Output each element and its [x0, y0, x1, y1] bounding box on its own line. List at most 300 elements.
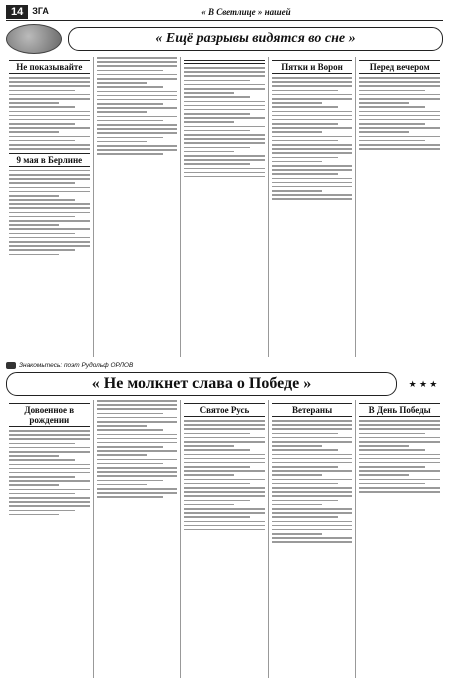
text-line	[184, 512, 265, 514]
text-line	[359, 433, 425, 435]
text-line	[9, 249, 75, 251]
text-block	[272, 420, 353, 543]
text-line	[184, 163, 250, 165]
text-line	[9, 191, 90, 193]
text-block	[97, 57, 178, 155]
text-line	[272, 500, 338, 502]
text-line	[9, 170, 90, 172]
b-column-4	[269, 400, 357, 678]
text-line	[359, 98, 440, 100]
text-line	[272, 449, 338, 451]
text-line	[184, 151, 234, 153]
text-line	[359, 487, 440, 489]
bottom-banner	[6, 371, 443, 397]
text-line	[97, 137, 163, 139]
text-line	[9, 233, 75, 235]
column-heading: Не показывайте	[9, 60, 90, 74]
text-line	[184, 470, 265, 472]
text-line	[97, 82, 147, 84]
text-line	[272, 136, 353, 138]
text-line	[9, 254, 59, 256]
text-line	[184, 462, 265, 464]
text-line	[359, 102, 409, 104]
star-ornament-icon: ★ ★ ★	[408, 379, 438, 389]
text-line	[184, 121, 234, 123]
text-line	[9, 182, 75, 184]
b-column-3	[181, 400, 269, 678]
text-line	[97, 103, 163, 105]
text-line	[184, 92, 234, 94]
text-line	[9, 144, 90, 146]
column-heading: 9 мая в Берлине	[9, 153, 90, 167]
text-line	[184, 487, 265, 489]
text-line	[9, 430, 90, 432]
text-line	[9, 136, 90, 138]
text-line	[97, 463, 163, 465]
text-block	[9, 77, 90, 150]
text-line	[184, 474, 234, 476]
author-caption: Знакомьтесь: поэт Рудольф ОРЛОВ	[19, 361, 134, 369]
text-line	[184, 159, 265, 161]
column-3	[181, 57, 269, 357]
text-line	[184, 516, 250, 518]
text-line	[9, 459, 75, 461]
text-line	[97, 421, 178, 423]
text-line	[272, 111, 353, 113]
text-line	[9, 501, 90, 503]
text-line	[9, 489, 90, 491]
column-4	[269, 57, 357, 357]
text-block	[359, 77, 440, 150]
text-line	[9, 476, 75, 478]
text-line	[97, 446, 163, 448]
text-line	[97, 99, 178, 101]
text-line	[272, 445, 322, 447]
text-line	[97, 128, 178, 130]
text-line	[272, 508, 353, 510]
text-line	[9, 140, 75, 142]
text-line	[9, 505, 90, 507]
text-line	[359, 144, 440, 146]
text-line	[272, 169, 353, 171]
text-line	[272, 94, 353, 96]
b-column-5	[356, 400, 443, 678]
text-line	[9, 241, 90, 243]
text-line	[359, 458, 440, 460]
text-line	[97, 492, 178, 494]
text-line	[97, 74, 178, 76]
text-line	[9, 81, 90, 83]
text-line	[9, 443, 75, 445]
top-columns	[6, 57, 443, 357]
top-headline: « Ещё разрывы видятся во сне »	[68, 27, 443, 51]
page-header	[6, 4, 443, 21]
text-line	[97, 404, 178, 406]
text-line	[359, 77, 440, 79]
text-line	[9, 212, 90, 214]
text-line	[184, 508, 265, 510]
text-line	[272, 483, 338, 485]
text-line	[272, 495, 353, 497]
text-line	[97, 434, 178, 436]
text-block	[359, 420, 440, 493]
text-block	[184, 420, 265, 530]
text-line	[272, 437, 353, 439]
text-line	[184, 147, 250, 149]
text-line	[272, 424, 353, 426]
text-line	[272, 491, 353, 493]
text-line	[184, 168, 265, 170]
text-line	[272, 144, 353, 146]
text-line	[272, 182, 353, 184]
text-line	[9, 98, 90, 100]
text-line	[359, 136, 440, 138]
text-line	[9, 468, 90, 470]
text-line	[9, 94, 90, 96]
text-line	[359, 111, 440, 113]
text-line	[272, 458, 353, 460]
issue-info	[32, 7, 49, 17]
text-block	[184, 67, 265, 177]
text-line	[272, 161, 322, 163]
text-line	[9, 514, 59, 516]
text-line	[184, 80, 250, 82]
text-line	[272, 157, 338, 159]
text-line	[97, 400, 178, 402]
text-line	[9, 451, 90, 453]
text-line	[97, 149, 178, 151]
text-line	[9, 455, 59, 457]
text-line	[9, 216, 75, 218]
text-line	[184, 445, 234, 447]
text-line	[9, 102, 59, 104]
text-line	[184, 525, 265, 527]
text-line	[359, 85, 440, 87]
bottom-headline: « Не молкнет слава о Победе »	[6, 372, 397, 396]
text-line	[272, 198, 353, 200]
text-line	[359, 466, 425, 468]
text-line	[359, 148, 440, 150]
text-line	[9, 195, 59, 197]
column-heading	[184, 60, 265, 64]
text-line	[359, 106, 425, 108]
text-line	[9, 447, 90, 449]
text-line	[9, 111, 90, 113]
text-block	[9, 170, 90, 255]
text-line	[184, 109, 265, 111]
top-banner	[6, 24, 443, 54]
b-column-1	[6, 400, 94, 678]
column-5	[356, 57, 443, 357]
text-line	[97, 57, 178, 59]
text-line	[272, 119, 353, 121]
text-line	[97, 141, 147, 143]
text-line	[97, 95, 178, 97]
text-line	[272, 525, 353, 527]
text-line	[272, 140, 338, 142]
text-line	[184, 529, 265, 531]
text-line	[9, 174, 90, 176]
text-line	[184, 504, 234, 506]
newspaper-logo: ЗГА	[32, 6, 49, 16]
text-line	[97, 459, 178, 461]
text-line	[9, 119, 90, 121]
text-line	[272, 529, 353, 531]
text-line	[184, 495, 265, 497]
text-line	[97, 471, 178, 473]
text-line	[272, 512, 353, 514]
text-line	[97, 417, 178, 419]
text-line	[272, 441, 353, 443]
column-1	[6, 57, 94, 357]
text-line	[272, 420, 353, 422]
text-line	[272, 516, 338, 518]
text-line	[97, 442, 178, 444]
text-line	[272, 106, 338, 108]
text-line	[9, 77, 90, 79]
text-line	[184, 500, 250, 502]
text-line	[359, 462, 440, 464]
text-line	[272, 90, 338, 92]
text-line	[272, 479, 353, 481]
text-line	[272, 487, 353, 489]
text-line	[359, 115, 440, 117]
camera-icon	[6, 362, 16, 369]
text-line	[359, 437, 440, 439]
text-line	[359, 474, 409, 476]
text-line	[272, 165, 353, 167]
text-line	[9, 85, 90, 87]
text-line	[272, 127, 353, 129]
text-line	[272, 98, 353, 100]
text-line	[9, 90, 75, 92]
text-line	[184, 441, 265, 443]
text-line	[272, 541, 353, 543]
text-line	[272, 537, 353, 539]
text-line	[272, 454, 353, 456]
text-line	[9, 127, 90, 129]
text-line	[184, 454, 265, 456]
text-line	[272, 123, 338, 125]
text-line	[9, 203, 90, 205]
text-line	[9, 480, 90, 482]
b-column-2	[94, 400, 182, 678]
text-line	[272, 462, 353, 464]
text-line	[359, 119, 440, 121]
text-line	[9, 207, 90, 209]
text-line	[184, 126, 265, 128]
text-line	[97, 408, 178, 410]
text-line	[184, 479, 265, 481]
text-line	[184, 113, 250, 115]
text-line	[9, 199, 75, 201]
text-line	[359, 94, 440, 96]
text-line	[184, 96, 250, 98]
portrait-photo	[6, 24, 62, 54]
text-line	[359, 479, 440, 481]
text-line	[359, 454, 440, 456]
text-line	[272, 504, 322, 506]
text-line	[9, 484, 59, 486]
text-line	[97, 91, 178, 93]
text-line	[9, 131, 59, 133]
text-line	[272, 85, 353, 87]
text-line	[184, 134, 265, 136]
text-line	[359, 90, 425, 92]
text-line	[184, 172, 265, 174]
text-line	[9, 237, 90, 239]
text-line	[97, 413, 163, 415]
text-line	[359, 140, 425, 142]
text-line	[184, 71, 265, 73]
text-line	[9, 148, 90, 150]
text-line	[184, 117, 265, 119]
column-heading: В День Победы	[359, 403, 440, 417]
column-heading: Пятки и Ворон	[272, 60, 353, 74]
text-line	[9, 115, 90, 117]
text-line	[184, 101, 265, 103]
text-line	[272, 470, 353, 472]
text-line	[272, 194, 353, 196]
text-line	[97, 116, 178, 118]
text-line	[272, 102, 322, 104]
text-line	[184, 84, 265, 86]
text-line	[97, 70, 163, 72]
text-line	[272, 474, 322, 476]
text-line	[97, 145, 178, 147]
text-line	[359, 470, 440, 472]
text-line	[9, 220, 90, 222]
text-line	[359, 483, 425, 485]
text-line	[184, 424, 265, 426]
text-block	[272, 77, 353, 200]
text-line	[9, 245, 90, 247]
text-block	[97, 400, 178, 498]
text-line	[97, 454, 147, 456]
text-line	[359, 81, 440, 83]
text-line	[97, 120, 163, 122]
text-line	[97, 438, 178, 440]
text-line	[97, 429, 163, 431]
column-2	[94, 57, 182, 357]
column-heading: Перед вечером	[359, 60, 440, 74]
text-line	[9, 497, 90, 499]
page-number: 14	[6, 5, 28, 19]
text-line	[272, 148, 353, 150]
text-line	[272, 428, 353, 430]
text-line	[359, 449, 425, 451]
text-line	[9, 510, 75, 512]
text-line	[184, 138, 265, 140]
text-line	[184, 521, 265, 523]
text-line	[184, 105, 265, 107]
text-line	[97, 111, 147, 113]
text-line	[97, 425, 147, 427]
text-line	[97, 61, 178, 63]
text-line	[272, 433, 338, 435]
text-line	[184, 491, 265, 493]
column-heading: Святое Русь	[184, 403, 265, 417]
text-line	[272, 115, 353, 117]
text-line	[9, 178, 90, 180]
text-line	[272, 186, 353, 188]
text-line	[184, 88, 265, 90]
text-line	[184, 449, 250, 451]
text-line	[9, 472, 90, 474]
text-line	[97, 467, 178, 469]
text-line	[184, 142, 265, 144]
text-line	[359, 445, 409, 447]
text-line	[272, 77, 353, 79]
text-line	[359, 428, 440, 430]
text-line	[9, 493, 75, 495]
text-line	[272, 533, 322, 535]
text-line	[184, 437, 265, 439]
text-line	[184, 466, 250, 468]
text-line	[9, 464, 90, 466]
column-heading: Ветераны	[272, 403, 353, 417]
bottom-columns	[6, 400, 443, 678]
text-line	[359, 441, 440, 443]
text-line	[97, 450, 178, 452]
text-line	[272, 81, 353, 83]
text-line	[97, 124, 178, 126]
column-heading: Довоенное в рождении	[9, 403, 90, 427]
text-line	[272, 131, 322, 133]
text-line	[359, 491, 440, 493]
text-line	[9, 123, 75, 125]
author-strip	[6, 359, 443, 371]
text-line	[9, 434, 90, 436]
text-line	[184, 483, 250, 485]
text-line	[97, 475, 178, 477]
text-line	[9, 228, 90, 230]
text-line	[184, 155, 265, 157]
text-line	[359, 123, 425, 125]
text-line	[97, 484, 147, 486]
text-line	[9, 106, 75, 108]
text-line	[272, 173, 338, 175]
text-line	[184, 67, 265, 69]
text-line	[184, 176, 265, 178]
text-line	[97, 153, 163, 155]
text-line	[97, 78, 178, 80]
text-line	[97, 496, 163, 498]
text-line	[184, 75, 265, 77]
text-line	[184, 130, 250, 132]
text-line	[359, 127, 440, 129]
text-line	[359, 131, 409, 133]
section-rubric: « В Светлице » нашей	[201, 7, 291, 17]
text-line	[272, 466, 338, 468]
text-line	[97, 132, 178, 134]
text-line	[97, 107, 178, 109]
text-line	[184, 458, 265, 460]
text-line	[272, 152, 353, 154]
text-line	[359, 420, 440, 422]
text-line	[9, 187, 90, 189]
text-line	[359, 424, 440, 426]
text-line	[184, 428, 265, 430]
text-line	[184, 420, 265, 422]
text-line	[97, 86, 163, 88]
text-line	[97, 488, 178, 490]
text-line	[9, 438, 90, 440]
text-line	[97, 480, 163, 482]
text-line	[184, 433, 250, 435]
text-block	[9, 430, 90, 515]
text-line	[272, 178, 353, 180]
